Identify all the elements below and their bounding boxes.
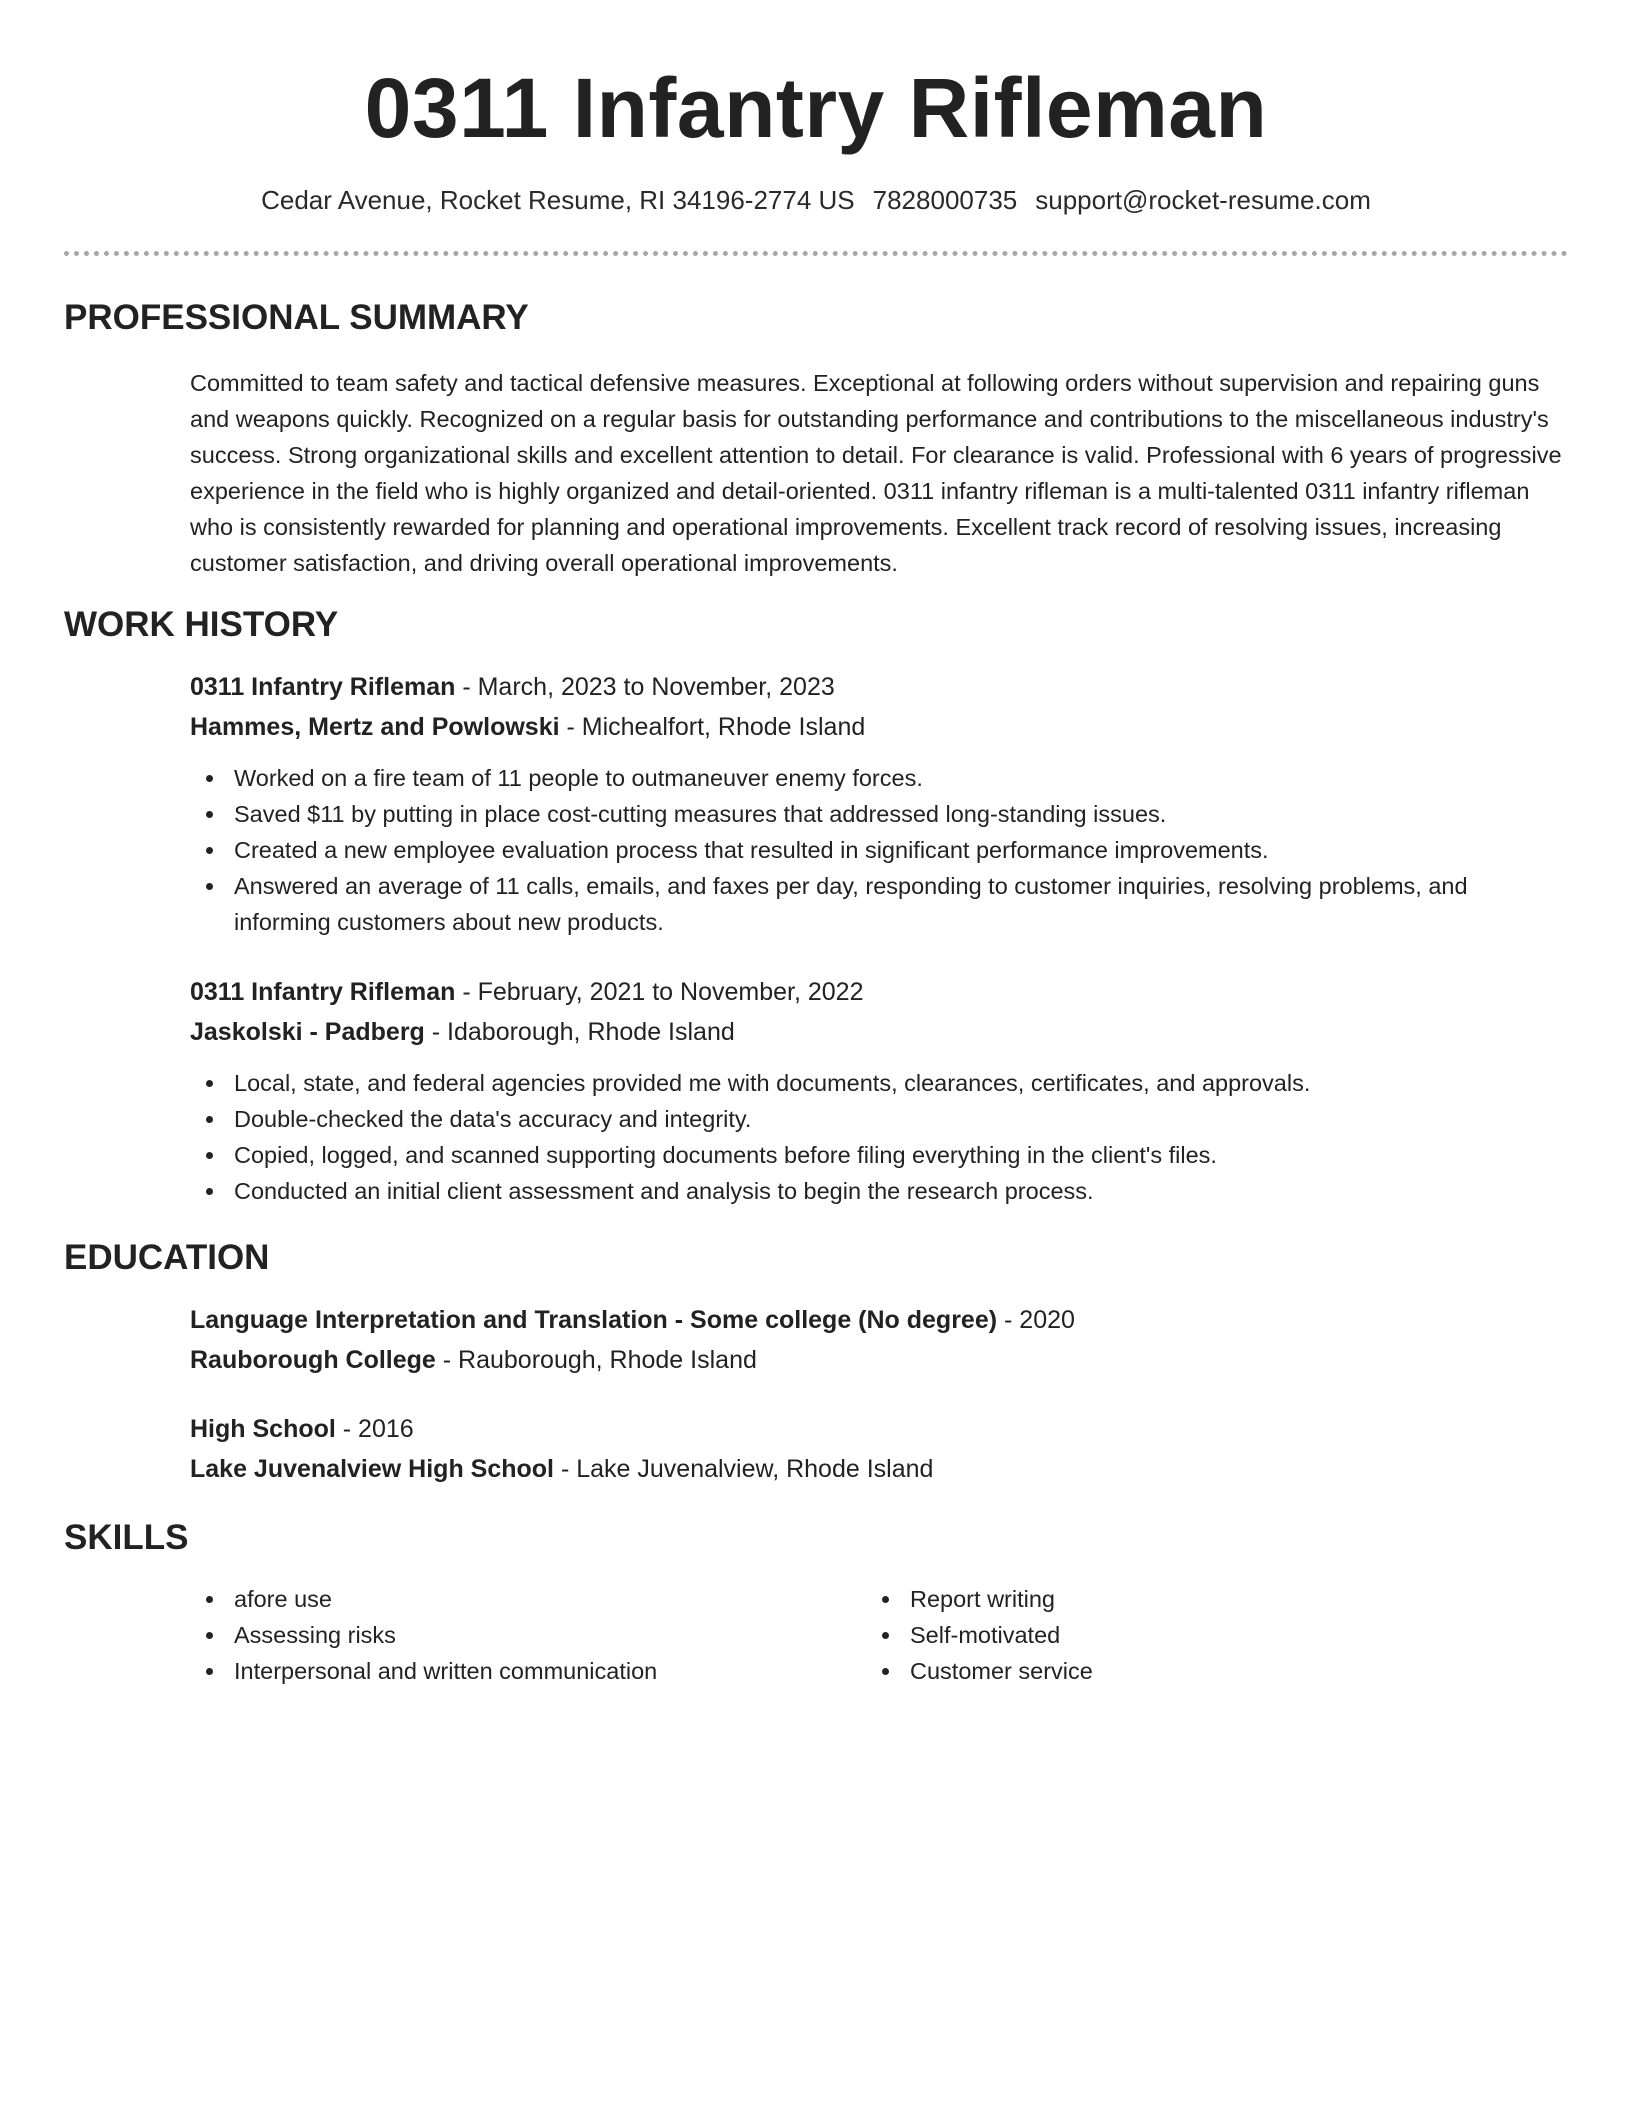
education-school: Lake Juvenalview High School	[190, 1455, 555, 1483]
skill-item: Interpersonal and written communication	[190, 1653, 830, 1689]
job-bullets-1	[190, 760, 1570, 940]
job-header-2	[190, 972, 1570, 1052]
list-item: Worked on a fire team of 11 people to outmaneuver enemy forces.	[190, 760, 1570, 796]
job-header-1	[190, 667, 1570, 747]
contact-email: support@rocket-resume.com	[1035, 185, 1371, 215]
summary-text: Committed to team safety and tactical defensive measures. Exceptional at following orders without supervision and repairing guns and weapons quickly. Recognized on a regular basis for outstanding performance and contributions to the miscellaneous industry's success. Strong organizational skills and excellent attention to detail. For clearance is valid. Professional with 6 years of progressive experience in the field who is highly organized and detail-oriented. 0311 infantry rifleman is a multi-talented 0311 infantry rifleman who is consistently rewarded for planning and operational improvements. Excellent track record of resolving issues, increasing customer satisfaction, and driving overall operational improvements.	[190, 370, 1562, 576]
list-item: Local, state, and federal agencies provided me with documents, clearances, certificates, and approvals.	[190, 1065, 1570, 1101]
education-item-2	[190, 1409, 1570, 1489]
skills-list-right	[866, 1581, 1506, 1689]
summary-heading: PROFESSIONAL SUMMARY	[64, 298, 529, 337]
skill-item: Assessing risks	[190, 1617, 830, 1653]
candidate-name: 0311 Infantry Rifleman	[364, 61, 1268, 155]
list-item: Double-checked the data's accuracy and integrity.	[190, 1101, 1570, 1137]
job-dates: - February, 2021 to November, 2022	[455, 978, 864, 1006]
education-item-1	[190, 1300, 1570, 1380]
education-degree: Language Interpretation and Translation - Some college (No degree)	[190, 1306, 998, 1334]
job-company: Jaskolski - Padberg	[190, 1018, 425, 1046]
list-item: Created a new employee evaluation process that resulted in significant performance improvements.	[190, 832, 1570, 868]
skill-item: Report writing	[866, 1581, 1506, 1617]
education-location: - Rauborough, Rhode Island	[435, 1346, 757, 1374]
job-company: Hammes, Mertz and Powlowski	[190, 713, 560, 741]
education-school: Rauborough College	[190, 1346, 436, 1374]
education-year: - 2020	[997, 1306, 1075, 1334]
education-degree: High School	[190, 1415, 336, 1443]
list-item: Copied, logged, and scanned supporting documents before filing everything in the client's files.	[190, 1137, 1570, 1173]
education-year: - 2016	[335, 1415, 414, 1443]
education-location: - Lake Juvenalview, Rhode Island	[554, 1455, 934, 1483]
contact-phone: 7828000735	[872, 185, 1018, 215]
work-history-heading: WORK HISTORY	[64, 605, 339, 644]
job-location: - Idaborough, Rhode Island	[424, 1018, 735, 1046]
skills-list-left	[190, 1581, 830, 1689]
list-item: Answered an average of 11 calls, emails, and faxes per day, responding to customer inquiries, resolving problems, and informing customers about new products.	[190, 868, 1570, 940]
job-dates: - March, 2023 to November, 2023	[455, 673, 835, 701]
skill-item: afore use	[190, 1581, 830, 1617]
skills-heading: SKILLS	[64, 1518, 189, 1557]
job-position: 0311 Infantry Rifleman	[190, 978, 456, 1006]
education-heading: EDUCATION	[64, 1238, 270, 1277]
job-bullets-2	[190, 1065, 1570, 1209]
header-divider	[64, 251, 1568, 256]
contact-line	[0, 182, 1632, 218]
list-item: Conducted an initial client assessment and analysis to begin the research process.	[190, 1173, 1570, 1209]
skill-item: Self-motivated	[866, 1617, 1506, 1653]
job-position: 0311 Infantry Rifleman	[190, 673, 456, 701]
list-item: Saved $11 by putting in place cost-cutting measures that addressed long-standing issues.	[190, 796, 1570, 832]
contact-address: Cedar Avenue, Rocket Resume, RI 34196-2774 US	[261, 185, 855, 215]
skill-item: Customer service	[866, 1653, 1506, 1689]
job-location: - Michealfort, Rhode Island	[559, 713, 866, 741]
